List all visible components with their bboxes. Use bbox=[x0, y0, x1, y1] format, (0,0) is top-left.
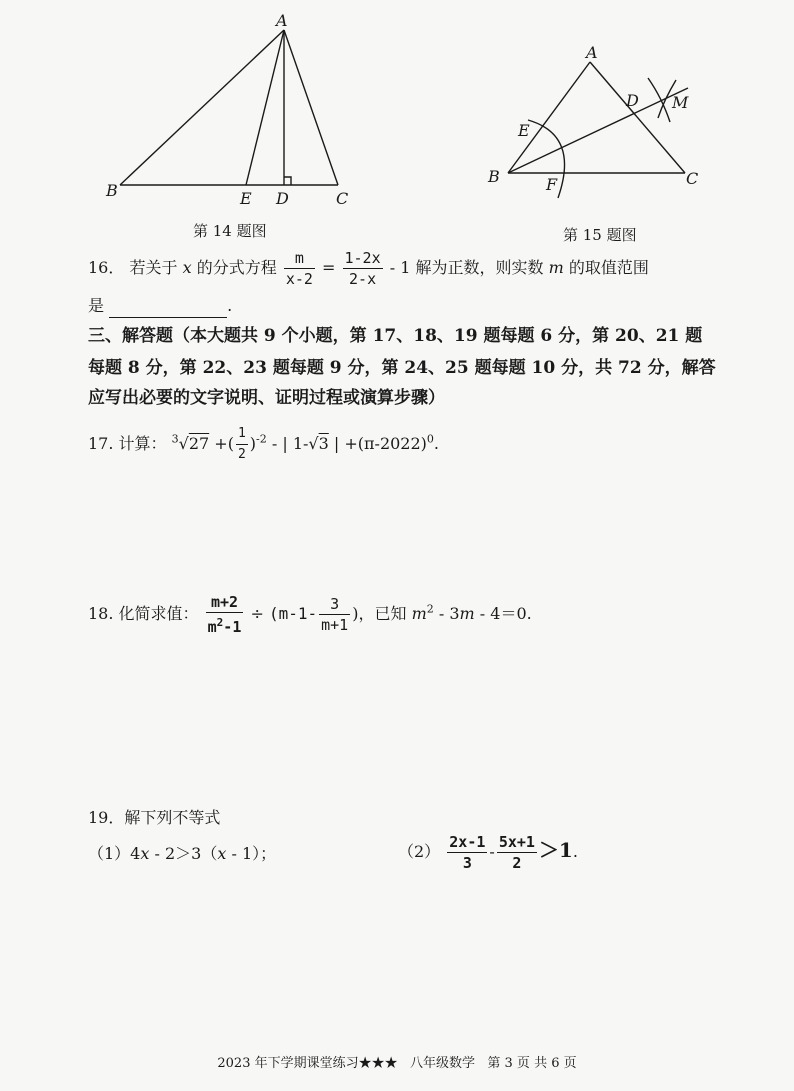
q16-line2-text: 是 bbox=[88, 296, 105, 315]
figure-15 bbox=[480, 40, 710, 200]
fig14-point-E: E bbox=[240, 189, 252, 208]
q17-fraction bbox=[236, 424, 248, 465]
q19-end: . bbox=[572, 842, 578, 861]
q18-frac1-den: $m^2-1$ bbox=[207, 616, 242, 636]
q17-abs-close: | bbox=[328, 434, 340, 453]
q18-cond-m: m bbox=[411, 604, 427, 623]
q19-p1-x: x bbox=[140, 844, 150, 863]
q16-var-m: m bbox=[548, 258, 564, 277]
q16-var-x: x bbox=[182, 258, 192, 277]
q16-fraction-1 bbox=[284, 248, 315, 289]
q17-plus2: +(π-2022) bbox=[344, 434, 427, 453]
question-17 bbox=[88, 424, 439, 465]
fig15-point-M: M bbox=[672, 93, 689, 112]
q16-frac1-den: x-2 bbox=[285, 270, 313, 288]
q18-fraction-1 bbox=[206, 592, 244, 637]
question-19-label: 19．解下列不等式 bbox=[88, 808, 221, 827]
q16-text-c: - 1 解为正数，则实数 bbox=[389, 258, 544, 277]
q19-p1-rest: - 2＞3（ bbox=[149, 844, 218, 863]
q17-end: . bbox=[433, 434, 439, 453]
q16-frac2-num: 1-2x bbox=[344, 249, 381, 267]
q19-p2-label: （2） bbox=[398, 842, 441, 861]
q17-root-index: 3 bbox=[171, 432, 179, 446]
q18-cond-d: - 4＝0. bbox=[474, 604, 532, 623]
fig15-line-AB bbox=[508, 62, 590, 173]
section3-line3: 应写出必要的文字说明、证明过程或演算步骤） bbox=[88, 388, 445, 408]
section3-line2: 每题 8 分，第 22、23 题每题 9 分，第 24、25 题每题 10 分，共 72 分，解答 bbox=[88, 358, 716, 378]
q17-label: 17. 计算： bbox=[88, 434, 167, 453]
q18-cond-b: - 3 bbox=[433, 604, 460, 623]
fig14-line-AB bbox=[120, 30, 284, 185]
q17-exp2: 0 bbox=[426, 432, 434, 446]
q18-text: ，已知 bbox=[358, 604, 407, 623]
fig14-caption: 第 14 题图 bbox=[193, 222, 267, 240]
q18-paren-close: ) bbox=[352, 604, 359, 623]
q19-p1-end: - 1）； bbox=[226, 844, 277, 863]
q19-p1-x2: x bbox=[217, 844, 227, 863]
q19-frac1-num: 2x-1 bbox=[449, 833, 486, 851]
section3-line1: 三、解答题（本大题共 9 个小题，第 17、18、19 题每题 6 分，第 20、21 题 bbox=[88, 326, 703, 346]
q16-text-a: 若关于 bbox=[129, 258, 178, 277]
sqrt-icon: √ bbox=[308, 434, 319, 453]
q19-p1-label: （1）4 bbox=[88, 844, 141, 863]
q16-frac2-den: 2-x bbox=[349, 270, 377, 288]
q16-text-b: 的分式方程 bbox=[196, 258, 277, 277]
q19-frac2-den: 2 bbox=[512, 854, 522, 872]
q17-close: ) bbox=[249, 434, 257, 453]
q18-frac2-den: m+1 bbox=[321, 616, 349, 634]
question-19-part1 bbox=[88, 842, 276, 866]
q18-label: 18. 化简求值： bbox=[88, 604, 199, 623]
q19-minus: - bbox=[489, 842, 495, 861]
q19-frac1-den: 3 bbox=[462, 854, 472, 872]
fig15-point-C: C bbox=[686, 169, 699, 188]
page-footer: 2023 年下学期课堂练习★★★ 八年级数学 第 3 页 共 6 页 bbox=[217, 1056, 577, 1071]
q18-frac1-num: m+2 bbox=[206, 592, 244, 613]
question-19-part2 bbox=[398, 832, 578, 873]
q17-radicand: 27 bbox=[188, 434, 210, 453]
q18-div: ÷ bbox=[250, 604, 264, 623]
fig14-point-C: C bbox=[336, 189, 349, 208]
q17-frac-den: 2 bbox=[237, 447, 246, 462]
q19-fraction-2 bbox=[497, 832, 537, 873]
q17-sqrt-val: 3 bbox=[318, 434, 329, 453]
q16-fraction-2 bbox=[343, 248, 383, 289]
fig15-point-D: D bbox=[626, 91, 639, 110]
fig15-caption: 第 15 题图 bbox=[563, 226, 637, 244]
fig15-line-AC bbox=[590, 62, 685, 173]
q16-eq: = bbox=[322, 258, 336, 277]
q19-frac2-num: 5x+1 bbox=[498, 833, 535, 851]
question-16-line1 bbox=[88, 248, 649, 289]
q16-frac1-num: m bbox=[284, 248, 315, 269]
q17-abs: - | 1- bbox=[271, 434, 309, 453]
fig15-point-E: E bbox=[518, 121, 530, 140]
q18-paren-open: (m-1- bbox=[268, 604, 318, 623]
q18-cond-m2: m bbox=[459, 604, 475, 623]
fig14-line-AC bbox=[284, 30, 338, 185]
fig14-point-D: D bbox=[276, 189, 289, 208]
q17-frac-num: 1 bbox=[236, 424, 248, 445]
root-icon: √ bbox=[178, 434, 189, 453]
q16-line2-end: . bbox=[227, 296, 233, 315]
fig14-line-AE bbox=[246, 30, 284, 185]
fig14-right-angle-mark bbox=[284, 177, 291, 185]
fig15-point-B: B bbox=[488, 167, 500, 186]
fig14-point-B: B bbox=[106, 181, 118, 200]
question-16-line2 bbox=[88, 294, 232, 318]
fig15-point-F: F bbox=[546, 175, 558, 194]
question-18 bbox=[88, 592, 532, 637]
q19-fraction-1 bbox=[447, 832, 487, 873]
fig14-point-A: A bbox=[276, 11, 288, 30]
q18-fraction-2 bbox=[319, 594, 350, 635]
q17-plus1: +( bbox=[214, 434, 234, 453]
q16-number: 16． bbox=[88, 258, 125, 277]
q18-frac2-num: 3 bbox=[319, 594, 350, 615]
fig15-point-A: A bbox=[586, 43, 598, 62]
q16-answer-blank[interactable] bbox=[109, 301, 227, 318]
q16-text-d: 的取值范围 bbox=[568, 258, 649, 277]
figure-14 bbox=[100, 10, 370, 210]
q17-exp1: -2 bbox=[256, 432, 267, 446]
q19-gt: ＞1 bbox=[538, 838, 573, 862]
q18-cond-exp: 2 bbox=[426, 602, 434, 616]
